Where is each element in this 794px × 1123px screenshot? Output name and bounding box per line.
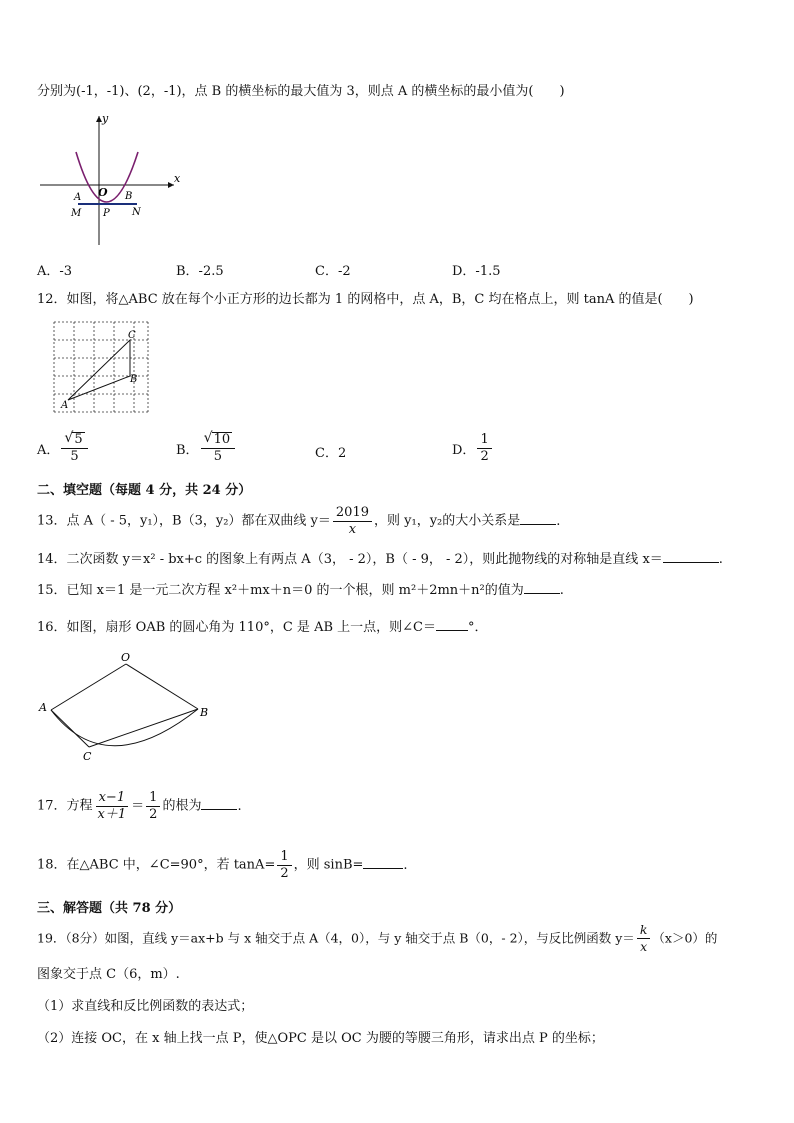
q19-sub-2: （2）连接 OC，在 x 轴上找一点 P，使△OPC 是以 OC 为腰的等腰三角形，请求出点 P 的坐标；: [37, 1031, 604, 1046]
point-m-label: M: [71, 208, 82, 219]
option-d-num: 1: [477, 432, 491, 449]
q14: 14．二次函数 y＝x² - bx+c 的图象上有两点 A（3， - 2），B（ - 9， - 2），则此抛物线的对称轴是直线 x＝ .: [37, 552, 723, 567]
q19-line-1: 19．（8分）如图，直线 y＝ax+b 与 x 轴交于点 A（4，0），与 y 轴交于点 B（0，- 2），与反比例函数 y＝ $\frac{k}{x}$ （x＞0）的: [37, 922, 718, 954]
q19-sub-1: （1）求直线和反比例函数的表达式；: [37, 999, 254, 1014]
option-d-den: 2: [480, 449, 489, 464]
point-b-label: B: [125, 191, 133, 202]
q14-answer-blank: [663, 562, 719, 563]
option-b-den: 5: [213, 449, 222, 464]
q11-option-d: D．-1.5: [452, 264, 501, 279]
q11-option-a: A．-3: [37, 264, 73, 279]
q12-option-c: C．2: [315, 446, 347, 461]
sector-c-label: C: [83, 750, 92, 763]
option-b-root: 10: [213, 432, 231, 447]
section-2-title: 二、填空题（每题 4 分，共 24 分）: [37, 483, 252, 498]
point-p-label: P: [103, 208, 110, 219]
q11-option-c: C．-2: [315, 264, 351, 279]
option-label: B．: [176, 443, 199, 458]
sector-b-label: B: [200, 706, 209, 719]
q11-parabola-figure: [36, 112, 186, 247]
q11-text: 分别为(-1，-1)、(2，-1)，点 B 的横坐标的最大值为 3，则点 A 的横坐标的最小值为( ): [37, 84, 565, 99]
option-label: D．: [452, 443, 476, 458]
q18-answer-blank: [363, 868, 403, 869]
grid-point-b-label: B: [130, 374, 138, 385]
q13-answer-blank: [520, 524, 556, 525]
section-3-title: 三、解答题（共 78 分）: [37, 901, 182, 916]
q16-sector-figure: [36, 652, 216, 767]
q12-option-a: A． √ 5 5: [37, 432, 90, 465]
q17-answer-blank: [201, 809, 237, 810]
point-n-label: N: [132, 207, 141, 218]
q19-line-2: 图象交于点 C（6，m）.: [37, 967, 180, 982]
grid-point-a-label: A: [61, 400, 69, 411]
option-label: A．: [37, 443, 60, 458]
q12-option-b: B． √ 10 5: [176, 432, 237, 465]
origin-label: O: [98, 186, 108, 199]
sector-o-label: O: [121, 652, 131, 664]
q17: 17．方程 $\frac{x-1}{x+1}$ ＝ $\frac{1}{2}$ 的根为 .: [37, 790, 242, 822]
q15-answer-blank: [524, 593, 560, 594]
x-axis-label: x: [174, 172, 181, 185]
y-axis-label: y: [102, 112, 109, 125]
point-a-label: A: [74, 192, 82, 203]
q12-text: 12．如图，将△ABC 放在每个小正方形的边长都为 1 的网格中，点 A，B，C 均在格点上，则 tanA 的值是( ): [37, 292, 694, 307]
q11-option-b: B．-2.5: [176, 264, 224, 279]
sector-a-label: A: [39, 701, 47, 714]
option-a-den: 5: [70, 449, 79, 464]
q15: 15．已知 x＝1 是一元二次方程 x²＋mx＋n＝0 的一个根，则 m²＋2mn＋n²的值为 .: [37, 583, 564, 598]
q18: 18．在△ABC 中，∠C=90°，若 tanA= $\frac{1}{2}$ ，则 sinB= .: [37, 849, 408, 881]
grid-point-c-label: C: [128, 330, 136, 341]
q13: 13．点 A（ - 5，y₁），B（3，y₂）都在双曲线 y＝ $\frac{2019}{x}$ ，则 y₁，y₂的大小关系是 .: [37, 505, 561, 537]
option-a-root: 5: [74, 432, 83, 447]
q12-option-d: [452, 432, 494, 465]
q12-grid-figure: [48, 316, 158, 420]
q16: 16．如图，扇形 OAB 的圆心角为 110°，C 是 AB 上一点，则∠C＝ °．: [37, 620, 488, 635]
q16-answer-blank: [436, 630, 468, 631]
